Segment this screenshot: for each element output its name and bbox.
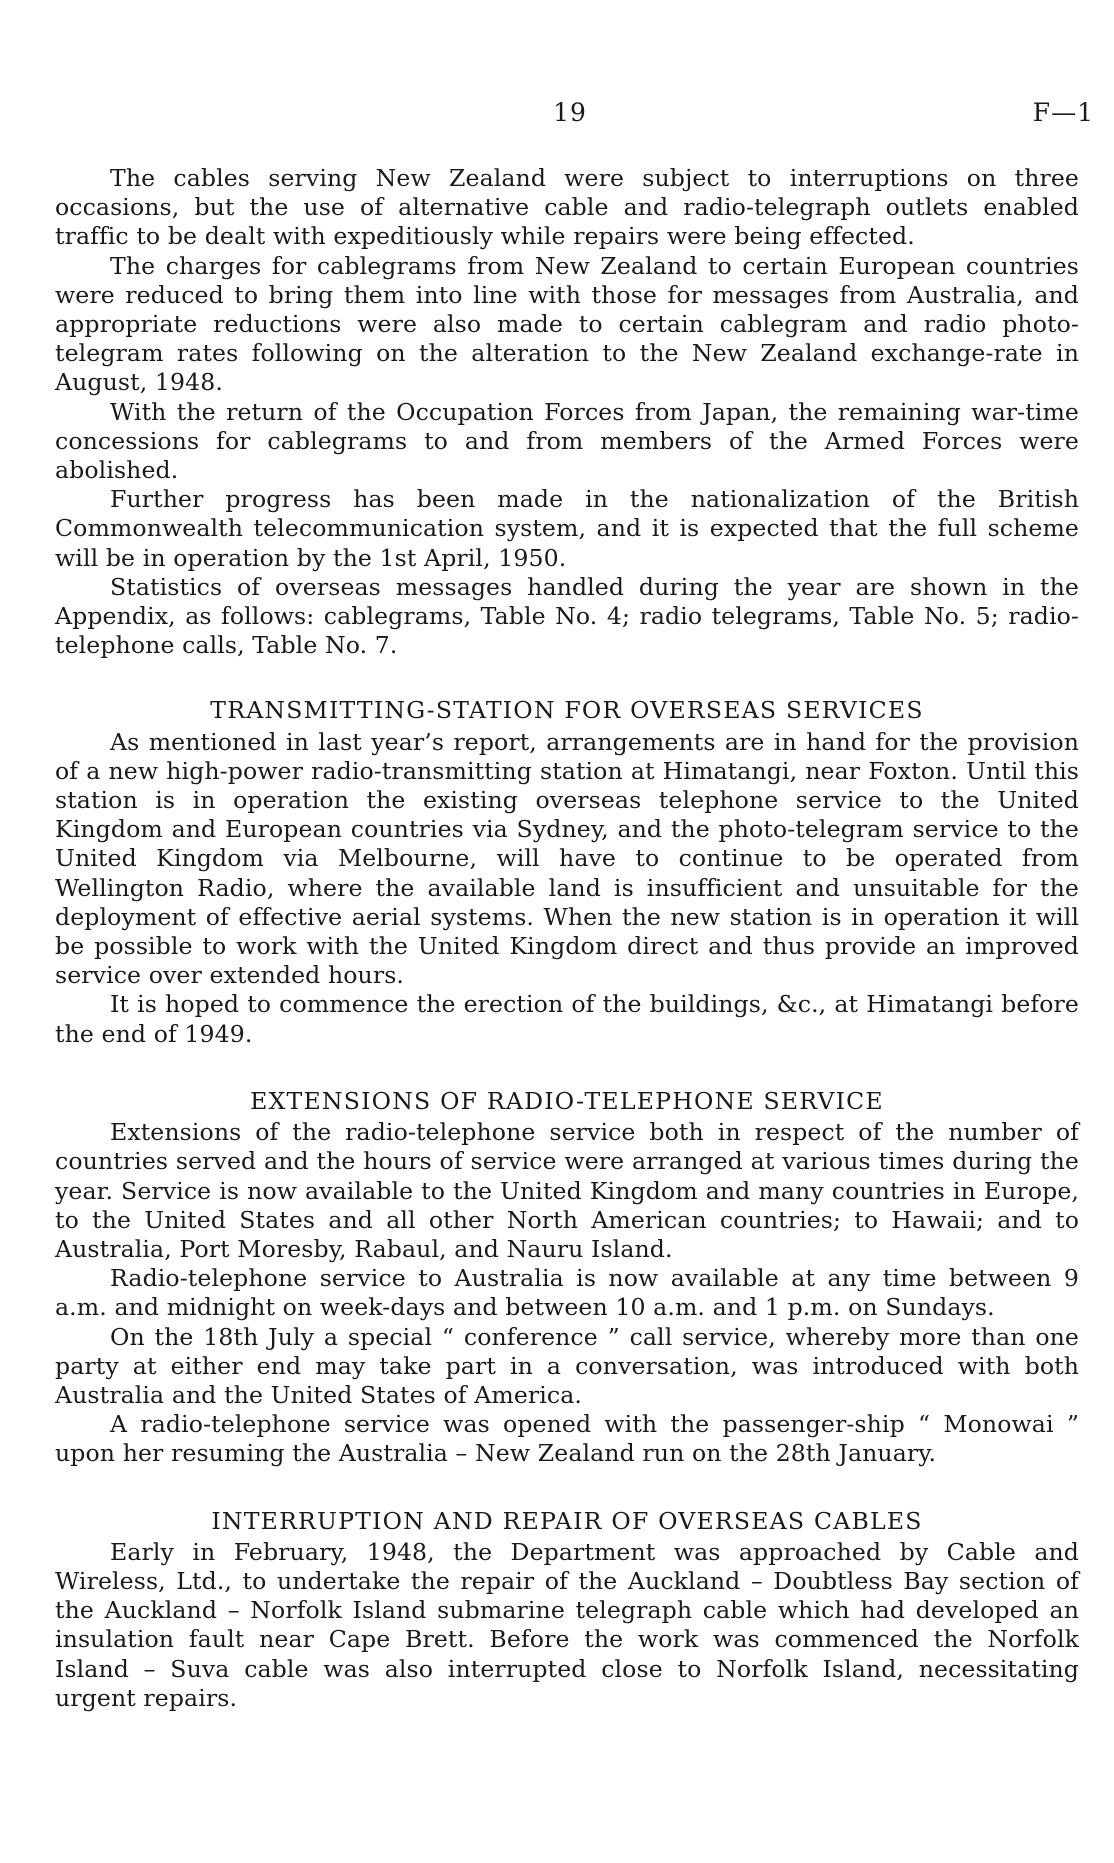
page-body [55, 164, 1079, 1713]
paragraph: It is hoped to commence the erection of the buildings, &c., at Himatangi before the end of 1949. [55, 990, 1079, 1048]
paragraph: With the return of the Occupation Forces from Japan, the remaining war-time concessions for cablegrams to and from members of the Armed Forces were abolished. [55, 397, 1079, 485]
paragraph: A radio-telephone service was opened with the passenger-ship “ Monowai ” upon her resuming the Australia – New Zealand run on the 28th January. [55, 1410, 1079, 1468]
paragraph: The charges for cablegrams from New Zealand to certain European countries were reduced to bring them into line with those for messages from Australia, and appropriate reductions were also made to certain cablegram and radio photo-telegram rates following on the alteration to the New Zealand exchange-rate in August, 1948. [55, 251, 1079, 397]
section-heading: TRANSMITTING-STATION FOR OVERSEAS SERVICES [210, 696, 924, 725]
paragraph: Early in February, 1948, the Department was approached by Cable and Wireless, Ltd., to undertake the repair of the Auckland – Doubtless Bay section of the Auckland – Norfolk Island submarine telegraph cable which had developed an insulation fault near Cape Brett. Before the work was commenced the Norfolk Island – Suva cable was also interrupted close to Norfolk Island, necessitating urgent repairs. [55, 1537, 1079, 1712]
paragraph: Extensions of the radio-telephone service both in respect of the number of countries served and the hours of service were arranged at various times during the year. Service is now available to the United Kingdom and many countries in Europe, to the United States and all other North American countries; to Hawaii; and to Australia, Port Moresby, Rabaul, and Nauru Island. [55, 1118, 1079, 1263]
paragraph: Statistics of overseas messages handled during the year are shown in the Appendix, as follows: cablegrams, Table No. 4; radio telegrams, Table No. 5; radio-telephone calls, Table No. 7. [55, 572, 1079, 660]
page-reference: F—1 [1032, 98, 1094, 127]
section-heading: EXTENSIONS OF RADIO-TELEPHONE SERVICE [250, 1086, 884, 1115]
paragraph: As mentioned in last year’s report, arrangements are in hand for the provision of a new high-power radio-transmitting station at Himatangi, near Foxton. Until this station is in operation the existing overseas telephone service to the United Kingdom and European countries via Sydney, and the photo-telegram service to the United Kingdom via Melbourne, will have to continue to be operated from Wellington Radio, where the available land is insufficient and unsuitable for the deployment of effective aerial systems. When the new station is in operation it will be possible to work with the United Kingdom direct and thus provide an improved service over extended hours. [55, 727, 1079, 990]
paragraph: Radio-telephone service to Australia is now available at any time between 9 a.m. and midnight on week-days and between 10 a.m. and 1 p.m. on Sundays. [55, 1264, 1079, 1322]
section-heading: INTERRUPTION AND REPAIR OF OVERSEAS CABLES [211, 1506, 923, 1535]
paragraph: The cables serving New Zealand were subject to interruptions on three occasions, but the use of alternative cable and radio-telegraph outlets enabled traffic to be dealt with expeditiously while repairs were being effected. [55, 164, 1079, 251]
paragraph: Further progress has been made in the nationalization of the British Commonwealth telecommunication system, and it is expected that the full scheme will be in operation by the 1st April, 1950. [55, 485, 1079, 572]
paragraph: On the 18th July a special “ conference ” call service, whereby more than one party at either end may take part in a conversation, was introduced with both Australia and the United States of America. [55, 1322, 1079, 1409]
page-number: 19 [553, 98, 587, 127]
